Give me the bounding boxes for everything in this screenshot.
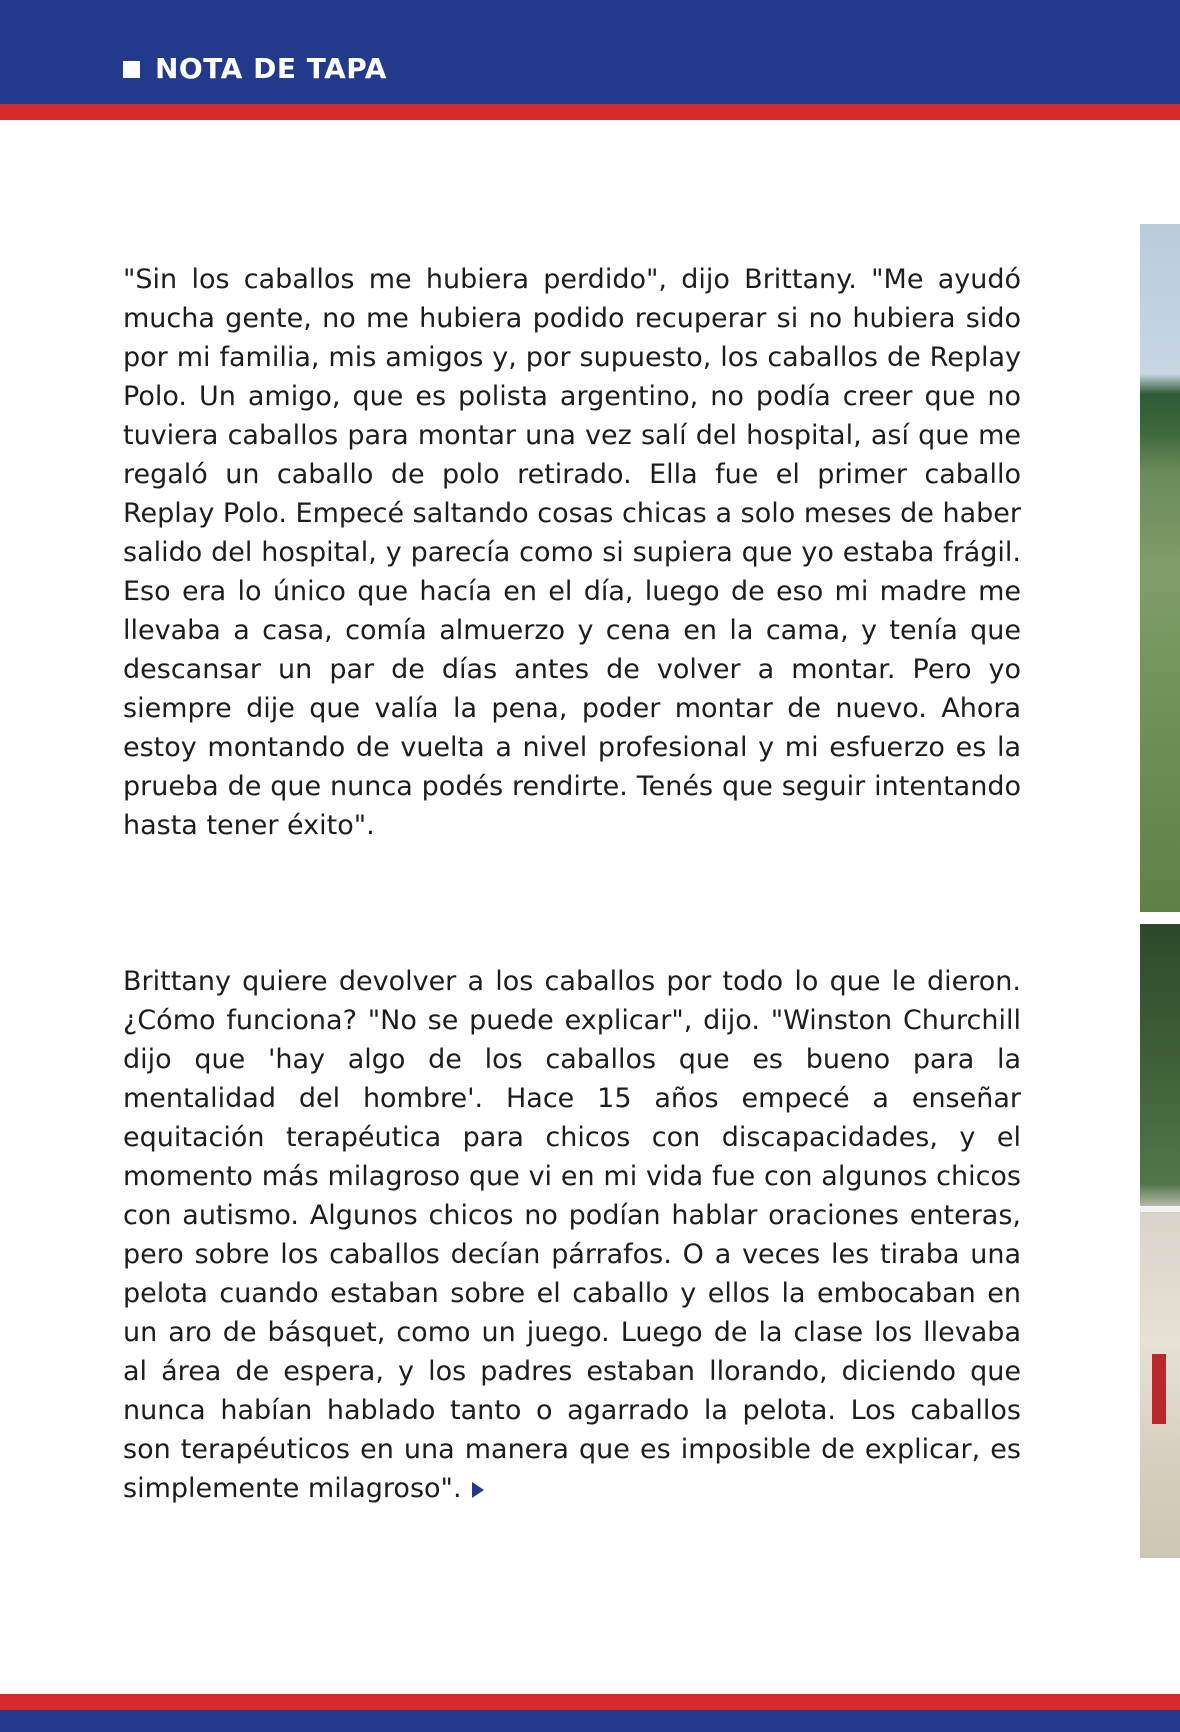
- footer-band: [0, 1710, 1180, 1732]
- play-triangle-icon: [472, 1482, 484, 1498]
- article-paragraph-2: [123, 962, 1021, 1508]
- photo-polo-field: [1140, 224, 1180, 912]
- article-paragraph-2-text: Brittany quiere devolver a los caballos por todo lo que le dieron. ¿Cómo funciona? "No se puede explicar", dijo. "Winston Churchill dijo que 'hay algo de los caballos que es bueno para la mentalidad del hombre'. Hace 15 años empecé a enseñar equitación terapéutica para chicos con discapacidades, y el momento más milagroso que vi en mi vida fue con algunos chicos con autismo. Algunos chicos no podían hablar oraciones enteras, pero sobre los caballos decían párrafos. O a veces les tiraba una pelota cuando estaban sobre el caballo y ellos la embocaban en un aro de básquet, como un juego. Luego de la clase los llevaba al área de espera, y los padres estaban llorando, diciendo que nunca habían hablado tanto o agarrado la pelota. Los caballos son terapéuticos en una manera que es imposible de explicar, es simplemente milagroso".: [123, 966, 1021, 1504]
- photo-horse-leg-wrap: [1152, 1354, 1166, 1424]
- footer-red-stripe: [0, 1694, 1180, 1710]
- article-paragraph-1-text: "Sin los caballos me hubiera perdido", dijo Brittany. "Me ayudó mucha gente, no me hubiera podido recuperar si no hubiera sido por mi familia, mis amigos y, por supuesto, los caballos de Replay Polo. Un amigo, que es polista argentino, no podía creer que no tuviera caballos para montar una vez salí del hospital, así que me regaló un caballo de polo retirado. Ella fue el primer caballo Replay Polo. Empecé saltando cosas chicas a solo meses de haber salido del hospital, y parecía como si supiera que yo estaba frágil. Eso era lo único que hacía en el día, luego de eso mi madre me llevaba a casa, comía almuerzo y cena en la cama, y tenía que descansar un par de días antes de volver a montar. Pero yo siempre dije que valía la pena, poder montar de nuevo. Ahora estoy montando de vuelta a nivel profesional y mi esfuerzo es la prueba de que nunca podés rendirte. Tenés que seguir intentando hasta tener éxito".: [123, 264, 1021, 841]
- photo-horse-arena: [1140, 924, 1180, 1558]
- article-paragraph-1: [123, 260, 1021, 845]
- square-bullet-icon: [123, 61, 140, 78]
- photo-fence-rail: [1140, 1206, 1180, 1212]
- section-label: NOTA DE TAPA: [155, 52, 387, 85]
- header-red-stripe: [0, 104, 1180, 120]
